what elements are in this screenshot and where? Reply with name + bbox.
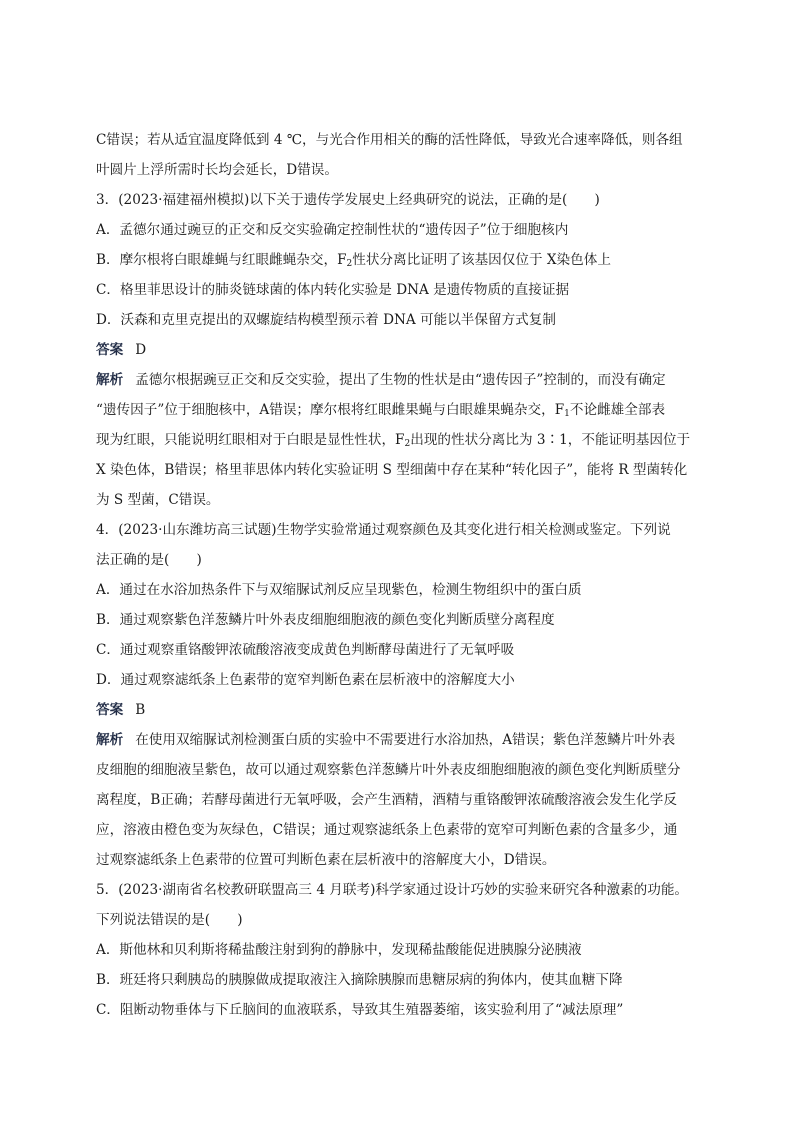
q4-option-a: A．通过在水浴加热条件下与双缩脲试剂反应呈现紫色，检测生物组织中的蛋白质	[96, 582, 582, 598]
q3-explanation-line-2	[96, 401, 736, 419]
answer-value: D	[135, 342, 147, 358]
q4-explanation-line-2: 皮细胞的细胞液呈紫色，故可以通过观察紫色洋葱鳞片叶外表皮细胞细胞液的颜色变化判断质壁分	[96, 762, 681, 778]
q4-option-d: D．通过观察滤纸条上色素带的宽窄判断色素在层析液中的溶解度大小	[96, 672, 515, 688]
q3-stem: 3．(2023·福建福州模拟)以下关于遗传学发展史上经典研究的说法，正确的是( )	[96, 192, 600, 208]
q4-explanation-line-5: 过观察滤纸条上色素带的位置可判断色素在层析液中的溶解度大小，D错误。	[96, 852, 556, 868]
explanation-label: 解析	[96, 372, 124, 388]
q3-option-b	[96, 251, 736, 269]
answer-value: B	[135, 702, 146, 718]
q3-e3-part2: 出现的性状分离比为 3∶1，不能证明基因位于	[410, 432, 691, 448]
prev-explanation-line-1: C错误；若从适宜温度降低到 4 ℃，与光合作用相关的酶的活性降低，导致光合速率降低，则各组	[96, 132, 683, 148]
q4-explanation-line-1	[96, 731, 736, 749]
prev-explanation-line-2: 叶圆片上浮所需时长均会延长，D错误。	[96, 162, 338, 178]
q3-explanation-line-1	[96, 371, 736, 389]
answer-label: 答案	[96, 702, 124, 718]
q4-explanation-line-4: 应，溶液由橙色变为灰绿色，C错误；通过观察滤纸条上色素带的宽窄可判断色素的含量多少，通	[96, 822, 678, 838]
q3-option-d: D．沃森和克里克提出的双螺旋结构模型预示着 DNA 可能以半保留方式复制	[96, 312, 556, 328]
q3-explanation-line-5: 为 S 型菌，C错误。	[96, 492, 220, 508]
q3-e3-sub: 2	[404, 439, 411, 449]
q3-e2-sub: 1	[564, 409, 570, 419]
q4-option-b: B．通过观察紫色洋葱鳞片叶外表皮细胞细胞液的颜色变化判断质壁分离程度	[96, 612, 555, 628]
q3-explanation-line-3	[96, 431, 736, 449]
explanation-label: 解析	[96, 732, 124, 748]
q3-e2-part1: “遗传因子”位于细胞核中，A错误；摩尔根将红眼雌果蝇与白眼雄果蝇杂交，F	[96, 402, 565, 418]
q4-stem-line-2: 法正确的是( )	[96, 552, 202, 568]
q3-e2-part2: 不论雌雄全部表	[569, 402, 666, 418]
q4-explanation-text-1: 在使用双缩脲试剂检测蛋白质的实验中不需要进行水浴加热，A错误；紫色洋葱鳞片叶外表	[135, 732, 676, 748]
q3-explanation-text-1: 孟德尔根据豌豆正交和反交实验，提出了生物的性状是由“遗传因子”控制的，而没有确定	[135, 372, 666, 388]
q3-option-b-part2: 性状分离比证明了该基因仅位于 X染色体上	[352, 252, 611, 268]
q3-explanation-line-4: X 染色体，B错误；格里菲思体内转化实验证明 S 型细菌中存在某种“转化因子”，能将 R 型菌转化	[96, 462, 688, 478]
q3-e3-part1: 现为红眼，只能说明红眼相对于白眼是显性性状，F	[96, 432, 405, 448]
q4-stem-line-1: 4．(2023·山东潍坊高三试题)生物学实验常通过观察颜色及其变化进行相关检测或鉴定。下列说	[96, 522, 671, 538]
q3-option-a: A．孟德尔通过豌豆的正交和反交实验确定控制性状的“遗传因子”位于细胞核内	[96, 222, 569, 238]
q5-option-b: B．班廷将只剩胰岛的胰腺做成提取液注入摘除胰腺而患糖尿病的狗体内，使其血糖下降	[96, 972, 623, 988]
q5-stem-line-1: 5．(2023·湖南省名校教研联盟高三 4 月联考)科学家通过设计巧妙的实验来研究各种激素的功能。	[96, 882, 689, 898]
answer-label: 答案	[96, 342, 124, 358]
q3-option-b-part1: B．摩尔根将白眼雄蝇与红眼雌蝇杂交，F	[96, 252, 347, 268]
q4-answer	[96, 701, 736, 719]
q5-option-c: C．阻断动物垂体与下丘脑间的血液联系，导致其生殖器萎缩，该实验利用了“减法原理”	[96, 1002, 624, 1018]
q3-answer	[96, 341, 736, 359]
q3-option-b-sub: 2	[346, 259, 353, 269]
q3-option-c: C．格里菲思设计的肺炎链球菌的体内转化实验是 DNA 是遗传物质的直接证据	[96, 282, 570, 298]
q4-option-c: C．通过观察重铬酸钾浓硫酸溶液变成黄色判断酵母菌进行了无氧呼吸	[96, 642, 515, 658]
q5-stem-line-2: 下列说法错误的是( )	[96, 912, 243, 928]
q5-option-a: A．斯他林和贝利斯将稀盐酸注射到狗的静脉中，发现稀盐酸能促进胰腺分泌胰液	[96, 942, 582, 958]
q4-explanation-line-3: 离程度，B正确；若酵母菌进行无氧呼吸，会产生酒精，酒精与重铬酸钾浓硫酸溶液会发生化学反	[96, 792, 677, 808]
